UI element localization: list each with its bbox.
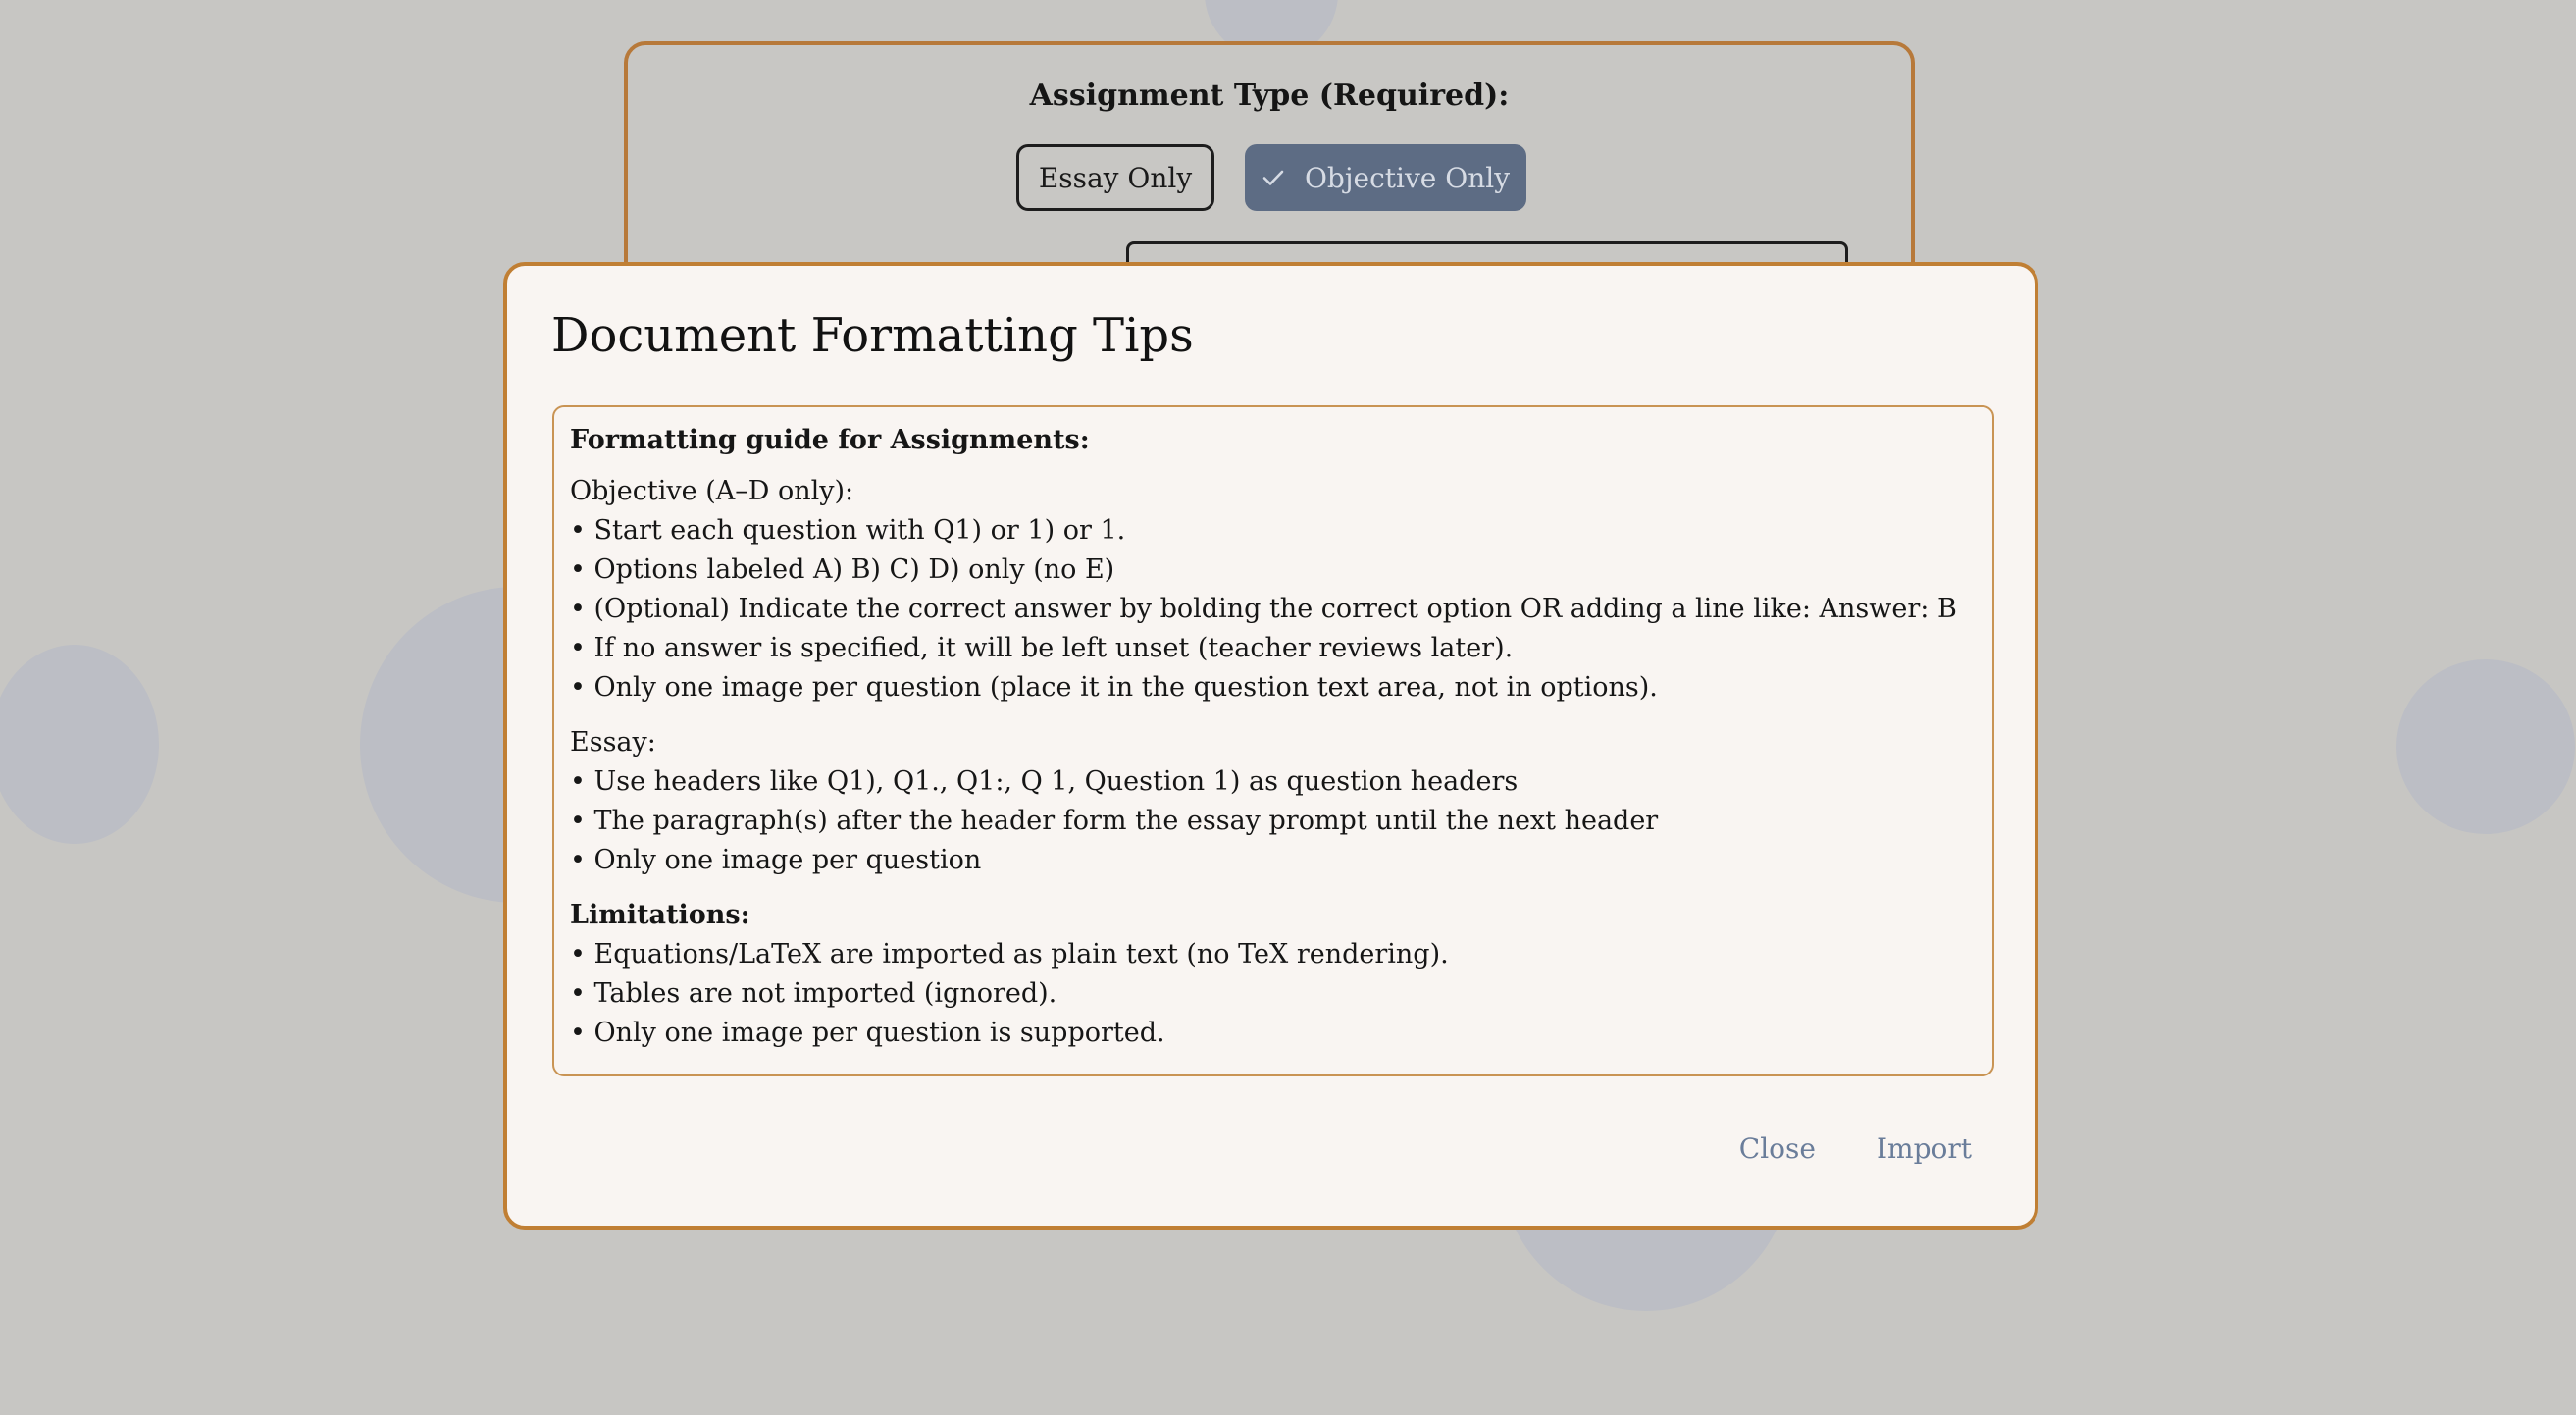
essay-section	[570, 723, 1977, 880]
objective-only-label: Objective Only	[1304, 161, 1511, 194]
import-button[interactable]: Import	[1869, 1127, 1980, 1171]
section-title: Objective (A–D only):	[570, 476, 854, 506]
objective-only-button[interactable]	[1245, 144, 1526, 211]
essay-only-button[interactable]	[1016, 144, 1214, 211]
assignment-type-title: Assignment Type (Required):	[1029, 79, 1510, 113]
formatting-tips-dialog	[503, 262, 2038, 1230]
essay-only-label: Essay Only	[1038, 161, 1193, 194]
guide-heading: Formatting guide for Assignments:	[570, 425, 1090, 455]
formatting-guide-box	[552, 405, 1994, 1076]
tip-line: • Only one image per question (place it in the question text area, not in options).	[570, 672, 1658, 703]
background-circle	[0, 645, 159, 844]
tip-line: • (Optional) Indicate the correct answer by bolding the correct option OR adding a line like: Answer: B	[570, 594, 1957, 624]
tip-line: • Only one image per question is supported.	[570, 1018, 1165, 1048]
objective-section	[570, 472, 1977, 708]
dialog-title: Document Formatting Tips	[551, 308, 1194, 363]
tip-line: • Use headers like Q1), Q1., Q1:, Q 1, Question 1) as question headers	[570, 766, 1519, 797]
tip-line: • Equations/LaTeX are imported as plain text (no TeX rendering).	[570, 939, 1449, 970]
tip-line: • If no answer is specified, it will be left unset (teacher reviews later).	[570, 633, 1514, 663]
section-title: Essay:	[570, 727, 656, 758]
tip-line: • Start each question with Q1) or 1) or 1.	[570, 515, 1126, 546]
dialog-actions	[1731, 1127, 1980, 1171]
tip-line: • The paragraph(s) after the header form the essay prompt until the next header	[570, 806, 1659, 836]
close-button[interactable]: Close	[1731, 1127, 1824, 1171]
tip-line: • Tables are not imported (ignored).	[570, 978, 1057, 1009]
section-title: Limitations:	[570, 900, 750, 930]
background-circle	[2396, 659, 2575, 834]
tip-line: • Options labeled A) B) C) D) only (no E)	[570, 554, 1115, 585]
check-icon	[1262, 166, 1285, 189]
limitations-section	[570, 896, 1977, 1053]
tip-line: • Only one image per question	[570, 845, 982, 875]
